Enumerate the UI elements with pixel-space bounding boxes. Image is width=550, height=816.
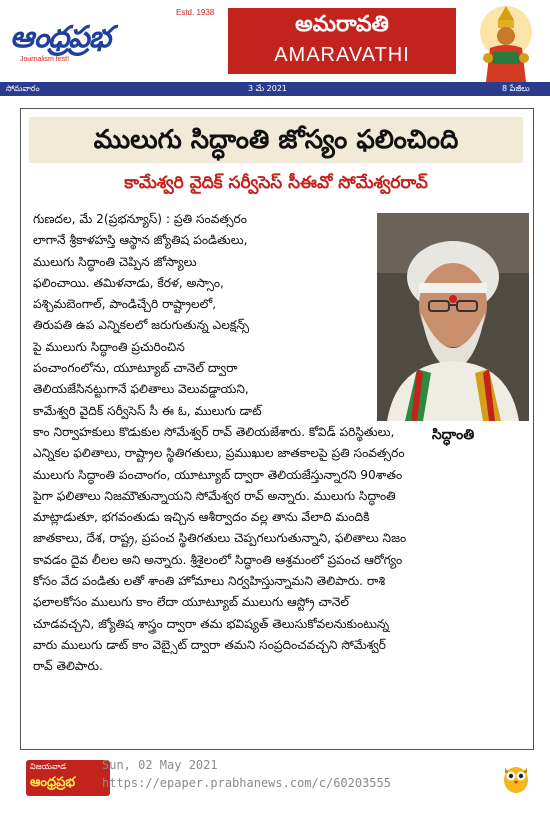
article-line: కాం నిర్వాహకులు కొడుకుల సోమేశ్వర్ రావ్ తెలియజేశారు. కోవిడ్ పరిస్థితులు, — [33, 424, 395, 439]
article-line: ఎన్నికల ఫలితాలు, రాష్ట్రాల స్థితిగతులు, ప్రముఖుల జాతకాలపై ప్రతి సంవత్సరం — [33, 446, 405, 461]
article-line: ములుగు సిద్ధాంతి చెప్పిన జోస్యాలు — [33, 254, 197, 269]
footer-logo[interactable] — [26, 760, 110, 796]
article-line: ఫలాలకోసం ములుగు కాం లేదా యూట్యూబ్ ములుగు ఆస్ట్రో చానెల్ — [33, 595, 350, 610]
article-line: కావడం దైవ లీలల అని అన్నారు. శ్రీశైలంలో సిద్ధాంతి ఆశ్రమంలో ప్రపంచ ఆరోగ్యం — [33, 552, 403, 567]
dateline-pages: 8 పేజీలు — [502, 84, 530, 93]
article-line: ములుగు సిద్ధాంతి పంచాంగం, యూట్యూబ్ ద్వారా తెలియజేస్తున్నారని 90శాతం — [33, 467, 403, 482]
edition-name-telugu: అమరావతి — [295, 12, 389, 37]
portrait-photo — [377, 213, 529, 421]
dateline-day: సోమవారం — [6, 84, 40, 93]
newspaper-logo[interactable] — [8, 8, 228, 66]
article-line: కోసం వేద పండితు లతో శాంతి హోమాలు నిర్వహిస్తున్నామని తెలిపారు. రాశి — [33, 574, 386, 589]
masthead — [0, 0, 550, 82]
article-line: పై ములుగు సిద్ధాంతి ప్రచురించిన — [33, 339, 185, 354]
article-line: కామేశ్వరి వైదిక్ సర్వీసెస్ సీ ఈ ఓ, ములుగు డాట్ — [33, 403, 262, 418]
article-line: వారు ములుగు డాట్ కాం వెబ్సైట్ ద్వారా తమని సంప్రదించవచ్చని సోమేశ్వర్ — [33, 637, 386, 652]
article-line: మాట్లాడుతూ, భగవంతుడు ఇచ్చిన ఆశీర్వాదం వల్ల తాను వేలాది మందికి — [33, 510, 370, 525]
article-line: లాగానే శ్రీకాళహస్తి ఆస్థాన జ్యోతిష పండితులు, — [33, 233, 248, 248]
article-line: పంచాంగంలోను, యూట్యూబ్ చానెల్ ద్వారా — [33, 361, 238, 376]
footer-date: Sun, 02 May 2021 — [102, 758, 218, 772]
edition-banner — [228, 8, 456, 74]
footer-url-link[interactable]: https://epaper.prabhanews.com/c/60203555 — [102, 776, 391, 790]
owl-mascot-icon — [502, 760, 530, 794]
article-line: చూడవచ్చని, జ్యోతిష శాస్త్రం ద్వారా తమ భవిష్యత్ తెలుసుకోవలనుకుంటున్న — [33, 616, 390, 631]
deity-illustration-icon — [470, 2, 542, 82]
article-line: జాతకాలు, దేశ, రాష్ట్ర, ప్రపంచ స్థితిగతులు చెప్పగలుగుతున్నాని, ఫలితాలు నిజం — [33, 531, 407, 546]
logo-text: ఆంధ్రప్రభ — [10, 20, 111, 55]
footer-logo-name: ఆంధ్రప్రభ — [30, 775, 76, 790]
article-line: తిరుపతి ఉప ఎన్నికలలో జరుగుతున్న ఎలక్షన్స్ — [33, 318, 250, 333]
article-line: ఫలించాయి. తమిళనాడు, కేరళ, అస్సాం, — [33, 275, 224, 290]
logo-tagline: Journalism first! — [20, 56, 70, 63]
article-line: గుణదల, మే 2(ప్రభన్యూస్) : ప్రతి సంవత్సరం — [33, 212, 247, 226]
article-line: పైగా ఫలితాలు నిజమౌతున్నాయని సోమేశ్వర రావ్ అన్నారు. ములుగు సిద్ధాంతి — [33, 488, 396, 503]
article-line: తెలియజేసినట్టుగానే ఫలితాలు వెలువడ్డాయని, — [33, 382, 249, 397]
article-line: పశ్చిమబెంగాల్, పాండిచ్చేరి రాష్ట్రాలలో, — [33, 297, 217, 312]
logo-estd: Estd. 1938 — [176, 8, 215, 17]
footer-logo-city: విజయవాడ — [30, 762, 67, 771]
dateline-bar — [0, 82, 550, 96]
epaper-footer — [20, 756, 532, 808]
photo-caption: సిద్ధాంతి — [431, 427, 475, 443]
article-headline: ములుగు సిద్ధాంతి జోస్యం ఫలించింది — [29, 117, 523, 163]
article-line: రావ్ తెలిపారు. — [33, 659, 103, 674]
article-subheadline: కామేశ్వరి వైదిక్ సర్వీసెస్ సీఈవో సోమేశ్వరరావ్ — [124, 173, 428, 193]
dateline-date: 3 మే 2021 — [248, 84, 287, 93]
news-article — [20, 108, 534, 750]
edition-name-english: AMARAVATHI — [274, 44, 410, 66]
